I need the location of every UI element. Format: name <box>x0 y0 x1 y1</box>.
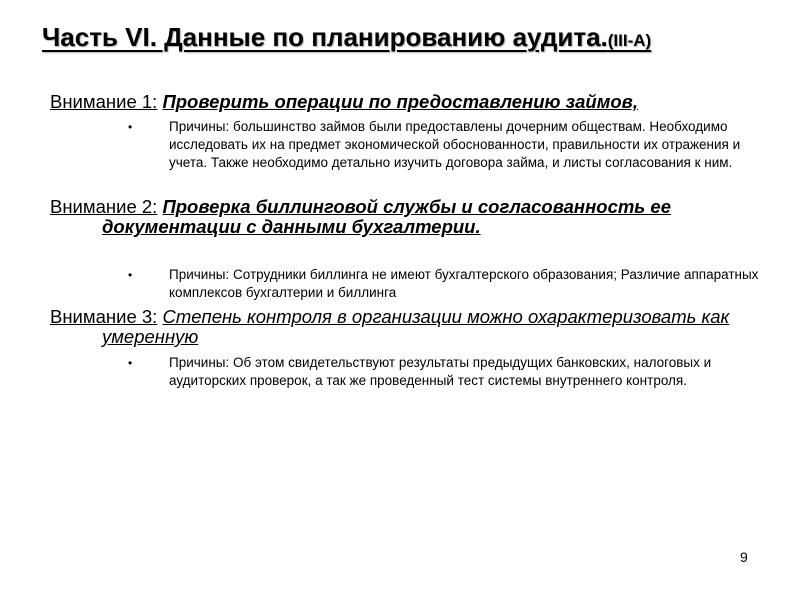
bullet-icon: • <box>128 268 133 282</box>
attention-heading-3 <box>50 307 770 347</box>
bullet-icon: • <box>128 356 133 370</box>
attention-text-1: Проверить операции по предоставлению займов, <box>162 91 638 112</box>
reason-text-2: Причины: Сотрудники биллинга не имеют бухгалтерского образования; Различие аппаратных комплексов бухгалтерии и биллинга <box>169 267 759 300</box>
attention-text-3: Степень контроля в организации можно охарактеризовать как умеренную <box>102 306 730 347</box>
reason-text-3: Причины: Об этом свидетельствуют результаты предыдущих банковских, налоговых и аудиторских проверок, а так же проведенный тест системы внутреннего контроля. <box>169 355 712 388</box>
attention-label-3: Внимание 3: <box>50 306 158 327</box>
page-number: 9 <box>740 549 748 565</box>
reason-text-1: Причины: большинство займов были предоставлены дочерним обществам. Необходимо исследовать их на предмет экономической обоснованности, правильности их отражения и учета. Также необходимо детально изучить договора займа, и листы согласования к ним. <box>169 119 741 170</box>
title-suffix: (III-A) <box>607 31 652 50</box>
bullet-icon: • <box>128 120 133 134</box>
attention-label-1: Внимание 1: <box>50 91 158 112</box>
title-main: Часть VI. Данные по планированию аудита. <box>42 22 608 52</box>
reason-item-3 <box>128 354 769 390</box>
slide-title <box>42 22 651 53</box>
attention-heading-1 <box>50 92 770 112</box>
attention-label-2: Внимание 2: <box>50 196 158 217</box>
reason-item-1 <box>128 118 769 172</box>
attention-heading-2 <box>50 197 770 237</box>
attention-text-2: Проверка биллинговой службы и согласованность ее документации с данными бухгалтерии. <box>102 196 672 237</box>
reason-item-2 <box>128 266 769 302</box>
